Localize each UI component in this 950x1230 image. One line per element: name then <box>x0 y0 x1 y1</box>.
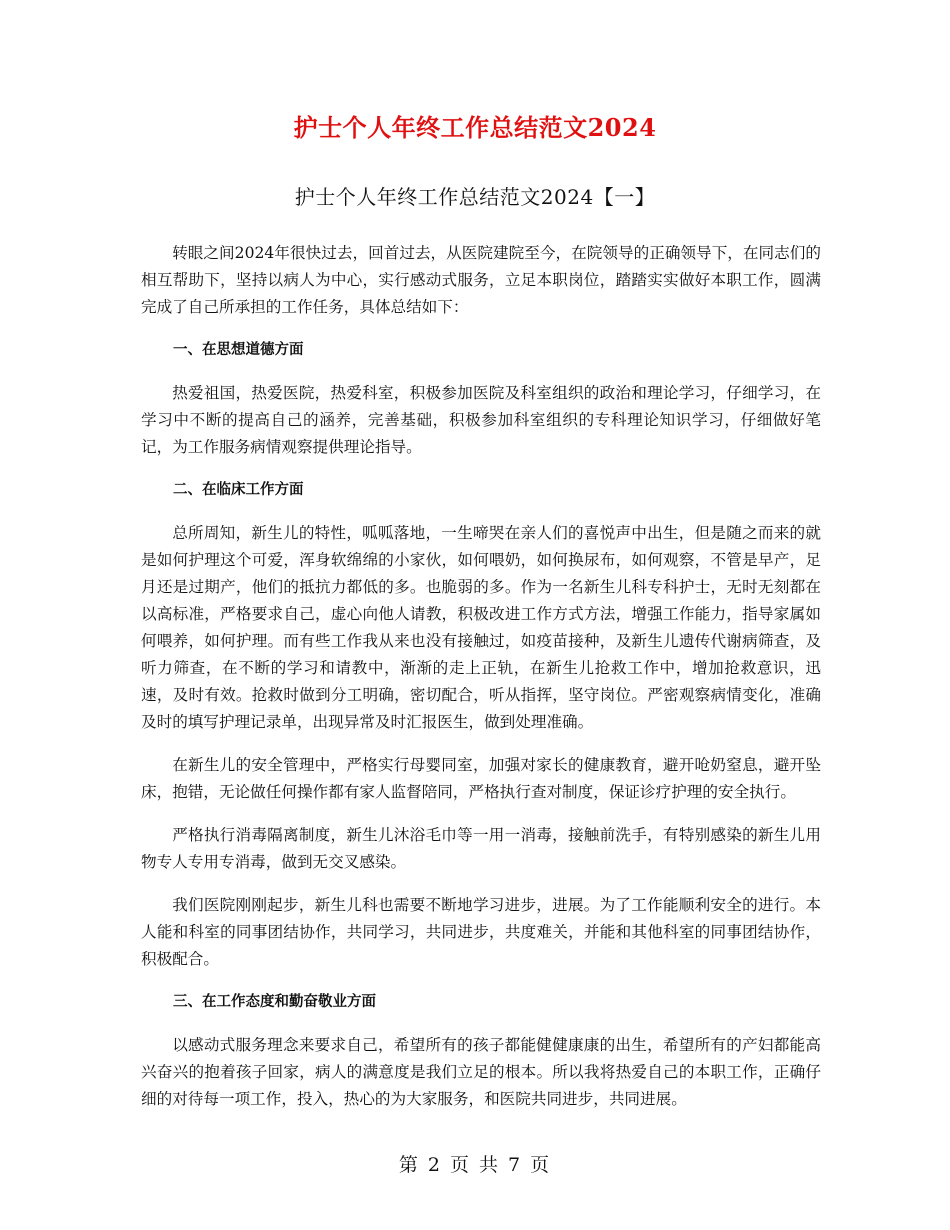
body-paragraph: 以感动式服务理念来要求自己，希望所有的孩子都能健健康康的出生，希望所有的产妇都能高兴奋兴的抱着孩子回家，病人的满意度是我们立足的根本。所以我将热爱自己的本职工作，正确仔细的对待每一项工作，投入，热心的为大家服务，和医院共同进步，共同进展。 <box>141 1036 821 1108</box>
body-paragraph: 在新生儿的安全管理中，严格实行母婴同室，加强对家长的健康教育，避开呛奶窒息，避开坠床，抱错，无论做任何操作都有家人监督陪同，严格执行查对制度，保证诊疗护理的安全执行。 <box>141 756 821 801</box>
section-heading: 一、在思想道德方面 <box>173 342 304 358</box>
document-body <box>141 240 821 1129</box>
body-paragraph: 热爱祖国，热爱医院，热爱科室，积极参加医院及科室组织的政治和理论学习，仔细学习，在学习中不断的提高自己的涵养，完善基础，积极参加科室组织的专科理论知识学习，仔细做好笔记，为工作服务病情观察提供理论指导。 <box>141 384 821 456</box>
intro-paragraph: 转眼之间2024年很快过去，回首过去，从医院建院至今，在院领导的正确领导下，在同志们的相互帮助下，坚持以病人为中心，实行感动式服务，立足本职岗位，踏踏实实做好本职工作，圆满完成了自己所承担的工作任务，具体总结如下： <box>141 244 821 316</box>
body-paragraph: 我们医院刚刚起步，新生儿科也需要不断地学习进步，进展。为了工作能顺利安全的进行。本人能和科室的同事团结协作，共同学习，共同进步，共度难关，并能和其他科室的同事团结协作，积极配合。 <box>141 896 821 968</box>
page-footer: 第 2 页 共 7 页 <box>398 1154 552 1176</box>
document-subtitle: 护士个人年终工作总结范文2024【一】 <box>294 185 656 209</box>
document-title: 护士个人年终工作总结范文2024 <box>293 113 657 142</box>
body-paragraph: 总所周知，新生儿的特性，呱呱落地，一生啼哭在亲人们的喜悦声中出生，但是随之而来的就是如何护理这个可爱，浑身软绵绵的小家伙，如何喂奶，如何换尿布，如何观察，不管是早产，足月还是过期产，他们的抵抗力都低的多。也脆弱的多。作为一名新生儿科专科护士，无时无刻都在以高标准，严格要求自己，虚心向他人请教，积极改进工作方式方法，增强工作能力，指导家属如何喂养，如何护理。而有些工作我从来也没有接触过，如疫苗接种，及新生儿遗传代谢病筛查，及听力筛查，在不断的学习和请教中，渐渐的走上正轨，在新生儿抢救工作中，增加抢救意识，迅速，及时有效。抢救时做到分工明确，密切配合，听从指挥，坚守岗位。严密观察病情变化，准确及时的填写护理记录单，出现异常及时汇报医生，做到处理准确。 <box>141 524 821 731</box>
section-heading: 三、在工作态度和勤奋敬业方面 <box>173 994 376 1010</box>
body-paragraph: 严格执行消毒隔离制度，新生儿沐浴毛巾等一用一消毒，接触前洗手，有特别感染的新生儿用物专人专用专消毒，做到无交叉感染。 <box>141 826 821 871</box>
section-heading: 二、在临床工作方面 <box>173 482 304 498</box>
